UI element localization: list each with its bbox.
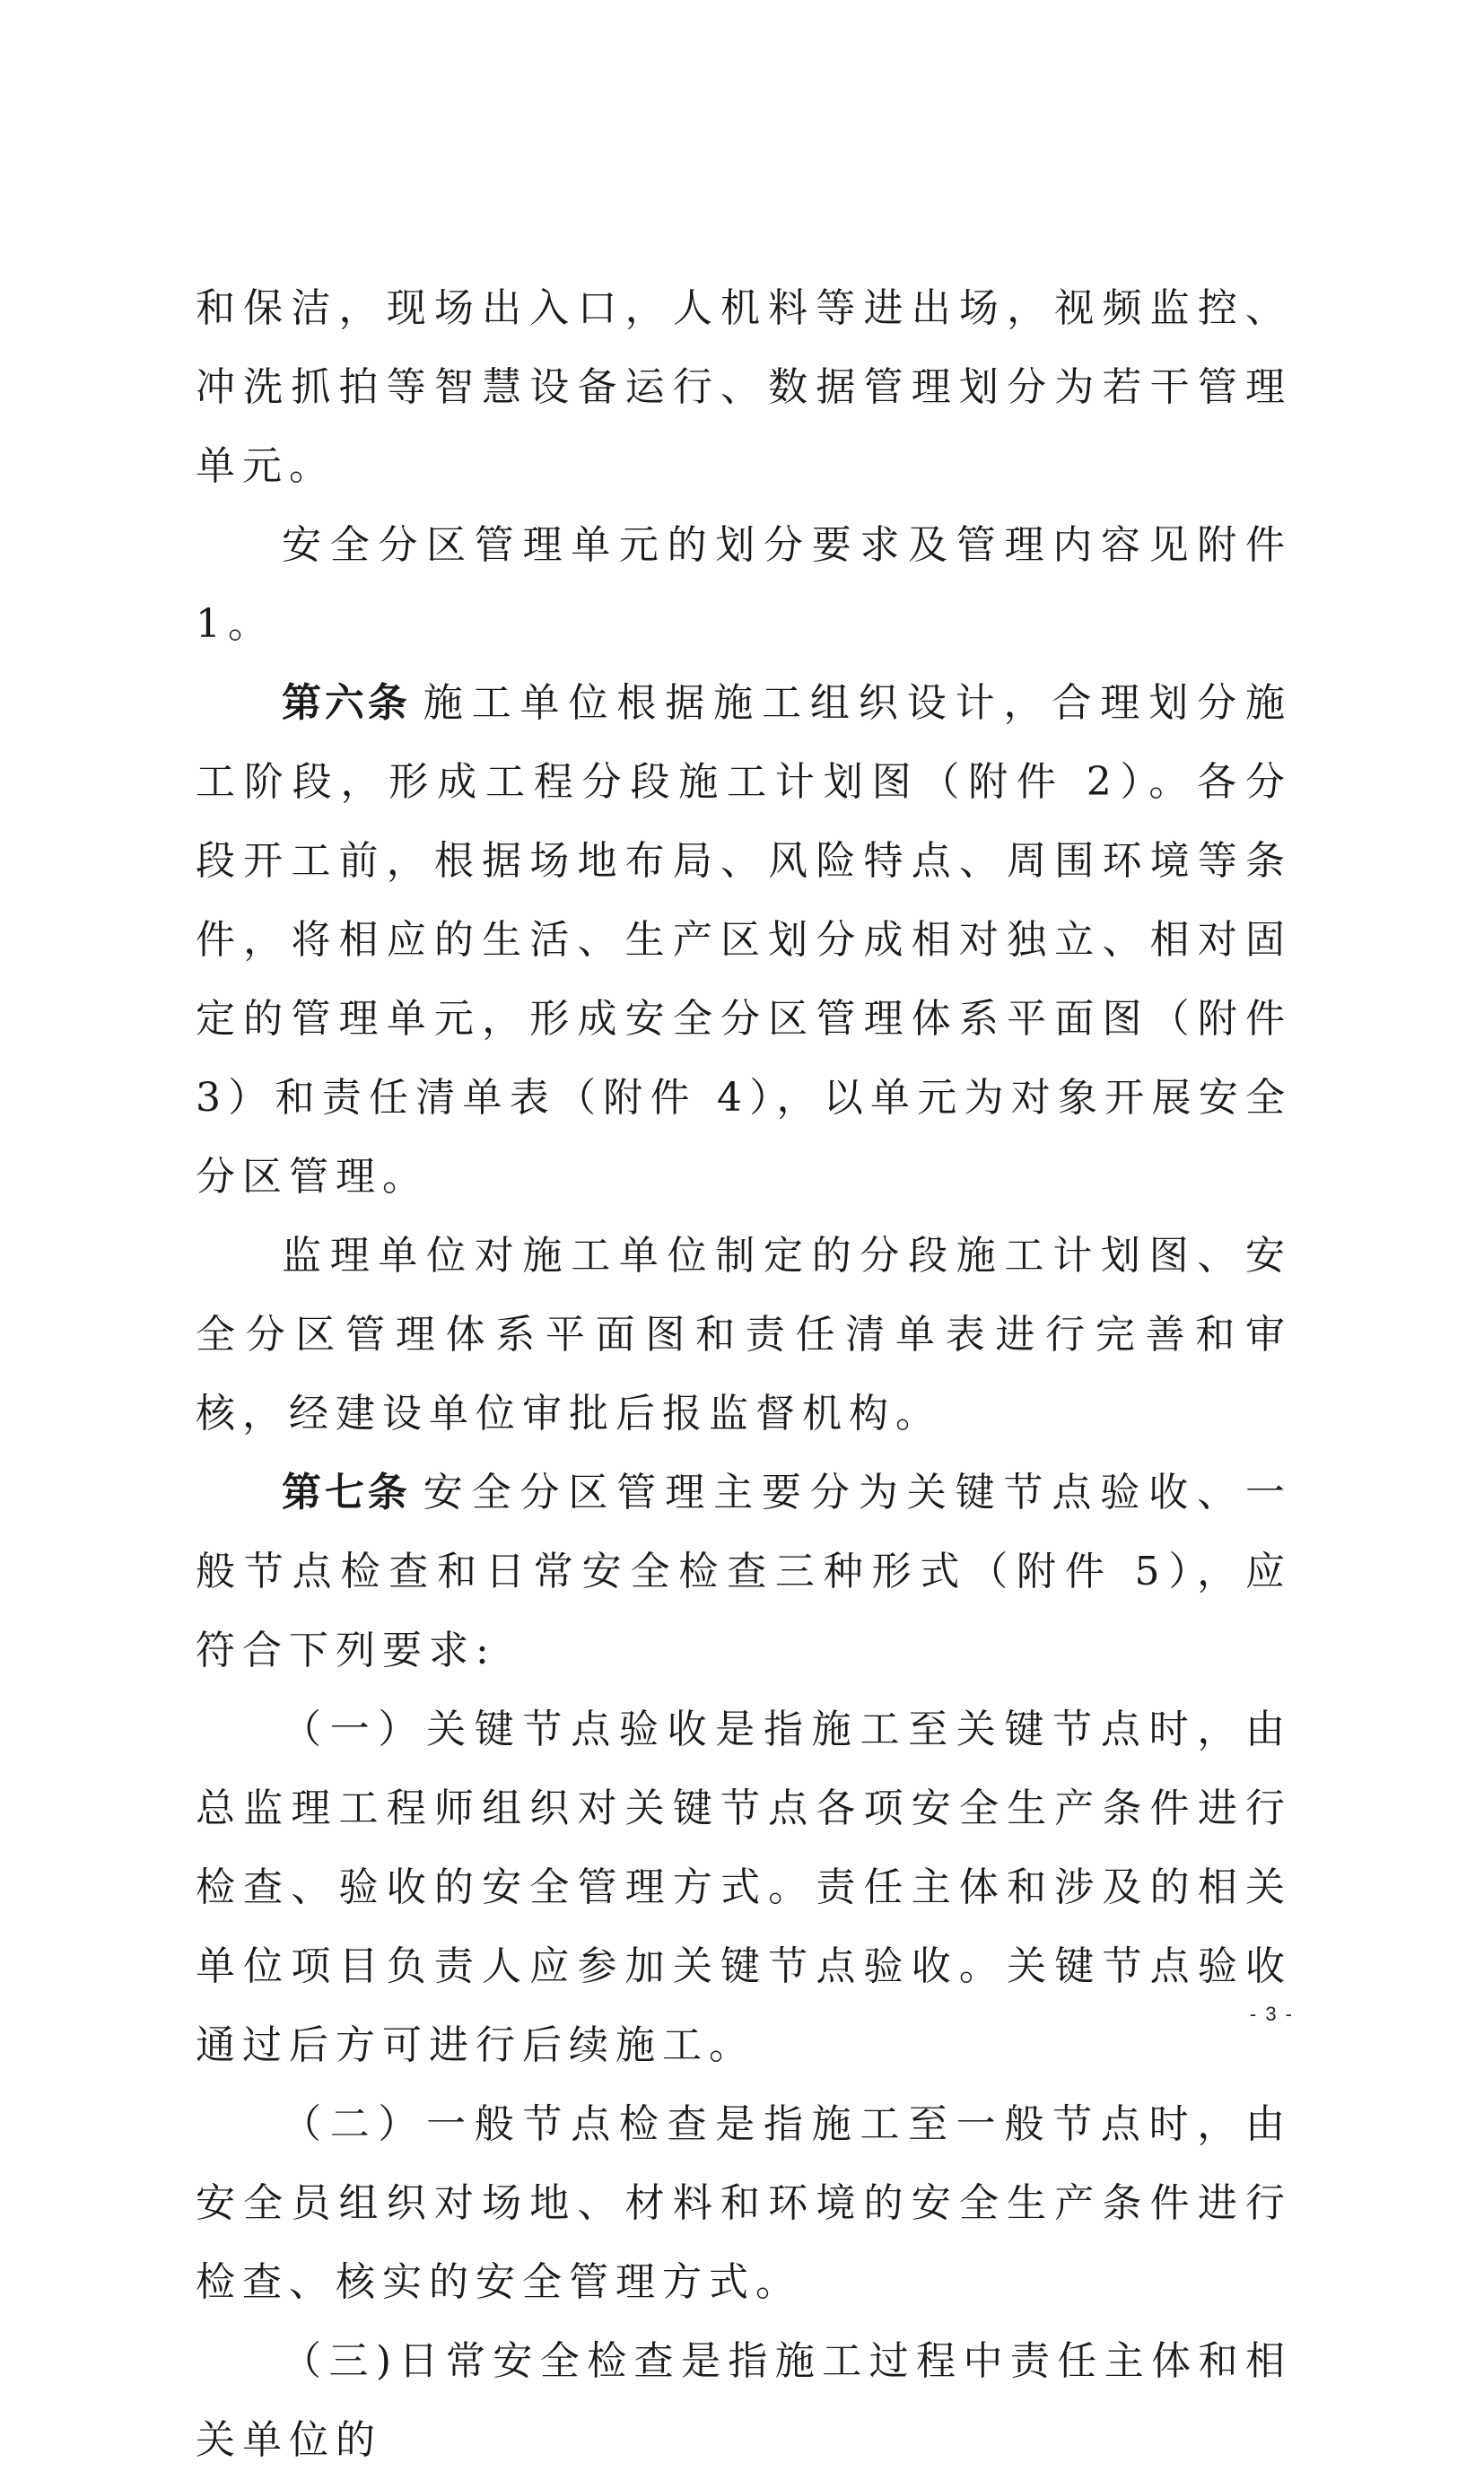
item-3-text: （三)日常安全检查是指施工过程中责任主体和相关单位的 xyxy=(196,2338,1292,2463)
article-6-text: 施工单位根据施工组织设计，合理划分施工阶段，形成工程分段施工计划图（附件 2）。各分段开工前，根据场地布局、风险特点、周围环境等条件，将相应的生活、生产区划分成相对独立、相对固定的管理单元，形成安全分区管理体系平面图（附件 3）和责任清单表（附件 4），以单元为对象开展安全分区管理。 xyxy=(196,680,1293,1200)
item-1-text: （一）关键节点验收是指施工至关键节点时，由总监理工程师组织对关键节点各项安全生产条件进行检查、验收的安全管理方式。责任主体和涉及的相关单位项目负责人应参加关键节点验收。关键节点验收通过后方可进行后续施工。 xyxy=(196,1707,1292,2068)
paragraph-4 xyxy=(196,1217,1292,1454)
paragraph-item-3 xyxy=(196,2322,1292,2480)
paragraph-1-text: 和保洁，现场出入口，人机料等进出场，视频监控、冲洗抓拍等智慧设备运行、数据管理划分为若干管理单元。 xyxy=(196,285,1292,489)
paragraph-item-1 xyxy=(196,1690,1292,2085)
paragraph-4-text: 监理单位对施工单位制定的分段施工计划图、安全分区管理体系平面图和责任清单表进行完善和审核，经建设单位审批后报监督机构。 xyxy=(196,1233,1292,1436)
paragraph-article-7 xyxy=(196,1454,1292,1690)
article-7-text: 安全分区管理主要分为关键节点验收、一般节点检查和日常安全检查三种形式（附件 5），应符合下列要求: xyxy=(196,1470,1293,1673)
paragraph-item-2 xyxy=(196,2085,1292,2322)
paragraph-1 xyxy=(196,269,1292,506)
page-number: - 3 - xyxy=(1249,2003,1294,2025)
item-2-text: （二）一般节点检查是指施工至一般节点时，由安全员组织对场地、材料和环境的安全生产条件进行检查、核实的安全管理方式。 xyxy=(196,2101,1292,2305)
article-7-label: 第七条 xyxy=(282,1470,411,1515)
document-body xyxy=(196,269,1292,2480)
paragraph-2-text: 安全分区管理单元的划分要求及管理内容见附件 1。 xyxy=(196,522,1292,647)
paragraph-2 xyxy=(196,506,1292,664)
paragraph-article-6 xyxy=(196,664,1292,1217)
article-6-label: 第六条 xyxy=(282,680,411,726)
